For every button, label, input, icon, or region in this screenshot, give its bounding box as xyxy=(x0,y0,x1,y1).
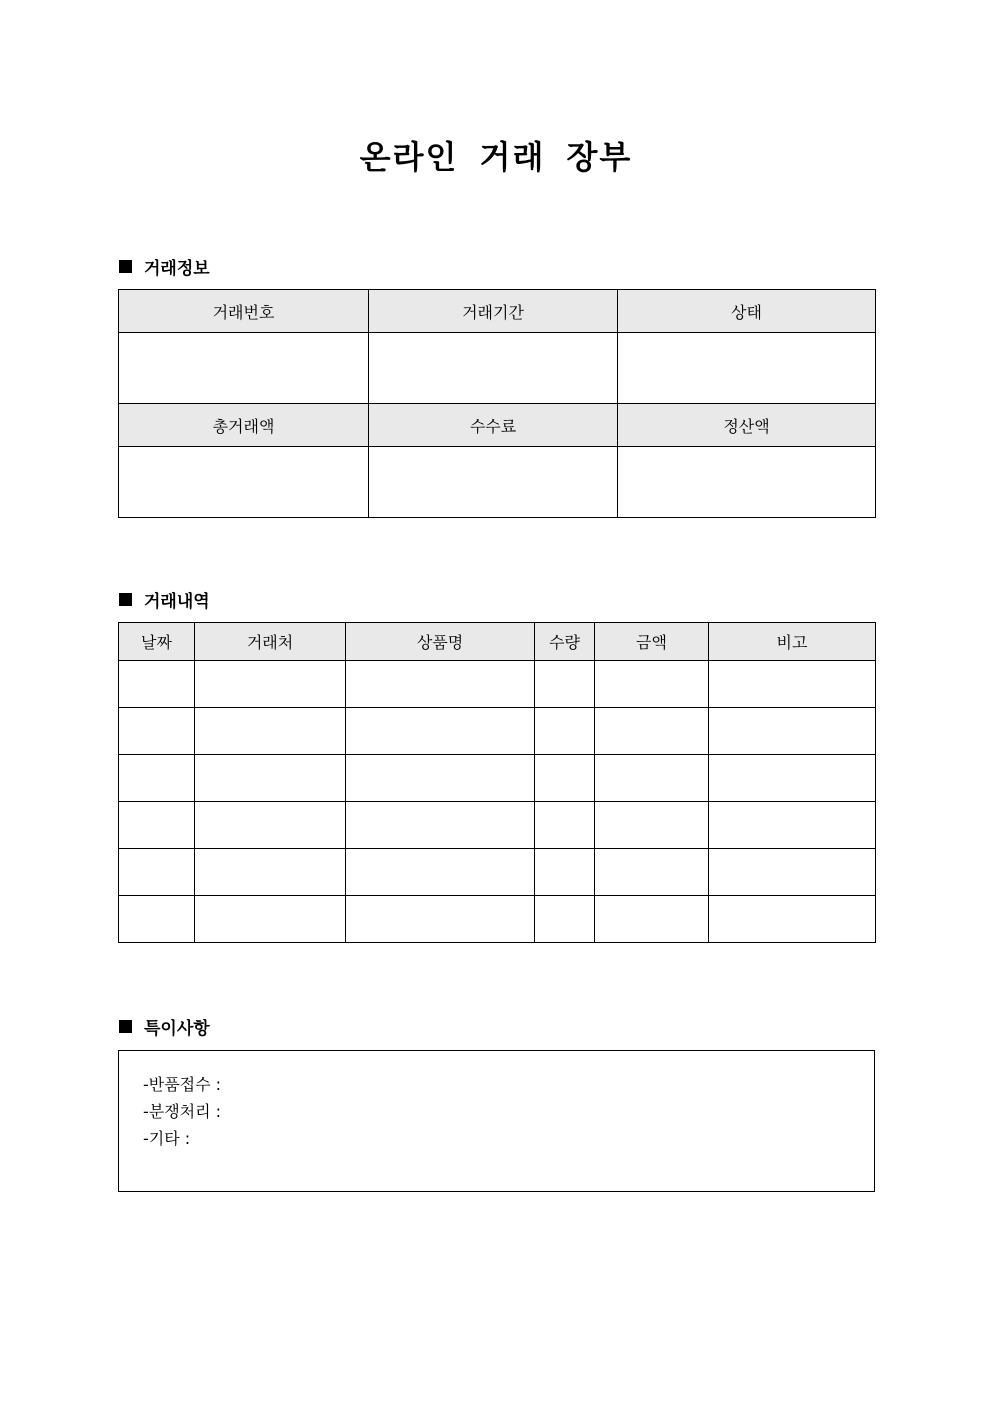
header-fee: 수수료 xyxy=(369,404,618,447)
partner-cell[interactable] xyxy=(195,755,346,802)
amount-cell[interactable] xyxy=(595,896,709,943)
header-total-amount: 총거래액 xyxy=(119,404,369,447)
document-title: 온라인 거래 장부 xyxy=(359,138,633,176)
remarks-cell[interactable] xyxy=(709,708,876,755)
header-settlement: 정산액 xyxy=(618,404,876,447)
section-heading-notes xyxy=(119,1014,210,1039)
header-date: 날짜 xyxy=(119,623,195,661)
partner-cell[interactable] xyxy=(195,708,346,755)
remarks-cell[interactable] xyxy=(709,802,876,849)
header-product: 상품명 xyxy=(346,623,535,661)
header-amount: 금액 xyxy=(595,623,709,661)
date-cell[interactable] xyxy=(119,896,195,943)
header-trade-number: 거래번호 xyxy=(119,290,369,333)
product-cell[interactable] xyxy=(346,708,535,755)
partner-cell[interactable] xyxy=(195,661,346,708)
info-header-row xyxy=(119,404,876,447)
fee-field[interactable] xyxy=(369,447,618,518)
remarks-cell[interactable] xyxy=(709,755,876,802)
section-heading-transactions-label: 거래내역 xyxy=(144,592,210,612)
note-line-other: -기타 : xyxy=(143,1129,191,1148)
date-cell[interactable] xyxy=(119,755,195,802)
date-cell[interactable] xyxy=(119,849,195,896)
quantity-cell[interactable] xyxy=(535,849,595,896)
section-heading-info-label: 거래정보 xyxy=(144,259,210,279)
info-value-row xyxy=(119,333,876,404)
amount-cell[interactable] xyxy=(595,755,709,802)
partner-cell[interactable] xyxy=(195,802,346,849)
date-cell[interactable] xyxy=(119,802,195,849)
remarks-cell[interactable] xyxy=(709,849,876,896)
remarks-cell[interactable] xyxy=(709,896,876,943)
partner-cell[interactable] xyxy=(195,896,346,943)
section-heading-transactions xyxy=(119,587,210,612)
info-value-row xyxy=(119,447,876,518)
amount-cell[interactable] xyxy=(595,802,709,849)
settlement-field[interactable] xyxy=(618,447,876,518)
amount-cell[interactable] xyxy=(595,849,709,896)
date-cell[interactable] xyxy=(119,661,195,708)
header-trade-period: 거래기간 xyxy=(369,290,618,333)
table-row xyxy=(119,802,876,849)
quantity-cell[interactable] xyxy=(535,661,595,708)
remarks-cell[interactable] xyxy=(709,661,876,708)
transactions-header-row xyxy=(119,623,876,661)
table-row xyxy=(119,896,876,943)
trade-period-field[interactable] xyxy=(369,333,618,404)
trade-number-field[interactable] xyxy=(119,333,369,404)
section-heading-info xyxy=(119,254,210,279)
header-quantity: 수량 xyxy=(535,623,595,661)
amount-cell[interactable] xyxy=(595,661,709,708)
transactions-table xyxy=(118,622,876,943)
table-row xyxy=(119,849,876,896)
square-bullet-icon xyxy=(119,593,132,606)
table-row xyxy=(119,755,876,802)
product-cell[interactable] xyxy=(346,896,535,943)
table-row xyxy=(119,708,876,755)
notes-box[interactable] xyxy=(118,1050,875,1192)
amount-cell[interactable] xyxy=(595,708,709,755)
header-status: 상태 xyxy=(618,290,876,333)
note-line-returns: -반품접수 : xyxy=(143,1075,222,1094)
info-table xyxy=(118,289,876,518)
date-cell[interactable] xyxy=(119,708,195,755)
square-bullet-icon xyxy=(119,260,132,273)
quantity-cell[interactable] xyxy=(535,802,595,849)
quantity-cell[interactable] xyxy=(535,755,595,802)
quantity-cell[interactable] xyxy=(535,896,595,943)
status-field[interactable] xyxy=(618,333,876,404)
section-heading-notes-label: 특이사항 xyxy=(144,1019,210,1039)
total-amount-field[interactable] xyxy=(119,447,369,518)
note-line-disputes: -분쟁처리 : xyxy=(143,1102,222,1121)
table-row xyxy=(119,661,876,708)
header-partner: 거래처 xyxy=(195,623,346,661)
info-header-row xyxy=(119,290,876,333)
quantity-cell[interactable] xyxy=(535,708,595,755)
partner-cell[interactable] xyxy=(195,849,346,896)
header-remarks: 비고 xyxy=(709,623,876,661)
product-cell[interactable] xyxy=(346,802,535,849)
product-cell[interactable] xyxy=(346,849,535,896)
product-cell[interactable] xyxy=(346,661,535,708)
square-bullet-icon xyxy=(119,1020,132,1033)
product-cell[interactable] xyxy=(346,755,535,802)
